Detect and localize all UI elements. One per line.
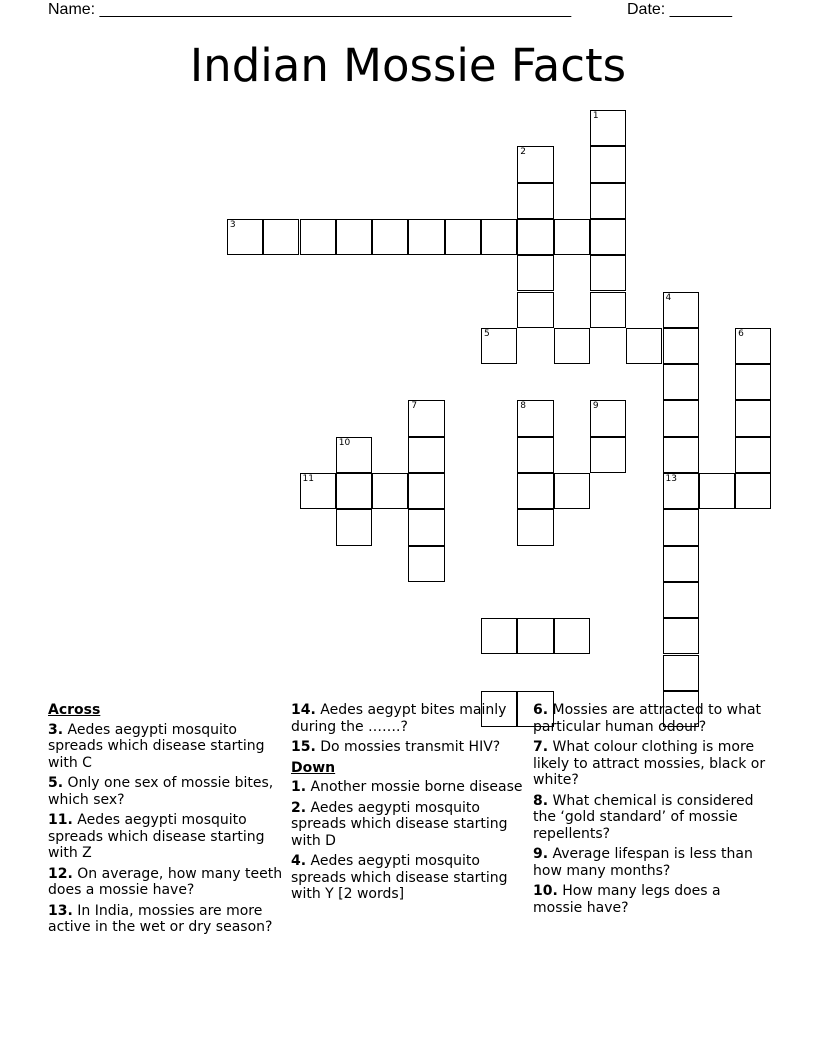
crossword-cell[interactable] <box>663 292 699 328</box>
clues-column-1 <box>48 702 284 940</box>
crossword-cell[interactable] <box>590 183 626 219</box>
cell-number: 7 <box>411 401 418 412</box>
crossword-cell[interactable] <box>663 546 699 582</box>
clue-across-5: 5. Only one sex of mossie bites, which sex? <box>48 775 274 808</box>
crossword-cell[interactable] <box>227 219 263 255</box>
crossword-cell[interactable] <box>735 473 771 509</box>
puzzle-title: Indian Mossie Facts <box>189 39 627 92</box>
crossword-cell[interactable] <box>408 219 444 255</box>
date-field-label[interactable]: Date: _______ <box>627 1 732 18</box>
cell-number: 10 <box>338 437 351 448</box>
clue-down-9: 9. Average lifespan is less than how many months? <box>533 846 753 879</box>
clue-down-10: 10. How many legs does a mossie have? <box>533 883 721 916</box>
crossword-cell[interactable] <box>663 582 699 618</box>
down-heading: Down <box>291 759 336 776</box>
crossword-cell[interactable] <box>699 473 735 509</box>
crossword-cell[interactable] <box>517 509 553 545</box>
crossword-cell[interactable] <box>481 219 517 255</box>
cell-number: 11 <box>302 474 314 484</box>
crossword-cell[interactable] <box>336 509 372 545</box>
crossword-cell[interactable] <box>300 473 336 509</box>
crossword-cell[interactable] <box>554 618 590 654</box>
across-heading: Across <box>48 702 101 718</box>
cell-number: 3 <box>229 219 236 230</box>
crossword-cell[interactable] <box>735 328 771 364</box>
crossword-cell[interactable] <box>300 219 336 255</box>
crossword-cell[interactable] <box>481 618 517 654</box>
crossword-cell[interactable] <box>517 146 553 182</box>
crossword-cell[interactable] <box>517 400 553 436</box>
crossword-cell[interactable] <box>408 400 444 436</box>
clue-across-15: 15. Do mossies transmit HIV? <box>291 739 501 755</box>
crossword-cell[interactable] <box>663 364 699 400</box>
cell-number: 13 <box>665 474 677 484</box>
crossword-cell[interactable] <box>517 437 553 473</box>
clue-across-11: 11. Aedes aegypti mosquito spreads which disease starting with Z <box>48 812 265 861</box>
crossword-cell[interactable] <box>517 183 553 219</box>
crossword-cell[interactable] <box>408 509 444 545</box>
clue-across-3: 3. Aedes aegypti mosquito spreads which disease starting with C <box>48 721 265 771</box>
clue-down-6: 6. Mossies are attracted to what particular human odour? <box>533 702 762 735</box>
clue-down-1: 1. Another mossie borne disease <box>291 779 523 795</box>
crossword-cell[interactable] <box>663 473 699 509</box>
name-field-label[interactable]: Name: _____________________________________________________ <box>48 1 572 18</box>
crossword-cell[interactable] <box>445 219 481 255</box>
clue-across-14: 14. Aedes aegypt bites mainly during the …….? <box>291 702 507 735</box>
crossword-cell[interactable] <box>263 219 299 255</box>
clue-down-4: 4. Aedes aegypti mosquito spreads which disease starting with Y [2 words] <box>291 853 508 902</box>
crossword-cell[interactable] <box>663 618 699 654</box>
crossword-cell[interactable] <box>336 437 372 473</box>
clue-across-12: 12. On average, how many teeth does a mossie have? <box>48 865 283 898</box>
clue-down-8: 8. What chemical is considered the ‘gold standard’ of mossie repellents? <box>533 792 754 842</box>
crossword-cell[interactable] <box>554 328 590 364</box>
clue-down-2: 2. Aedes aegypti mosquito spreads which disease starting with D <box>291 799 508 849</box>
crossword-cell[interactable] <box>590 146 626 182</box>
crossword-cell[interactable] <box>590 400 626 436</box>
crossword-cell[interactable] <box>590 292 626 328</box>
crossword-cell[interactable] <box>408 437 444 473</box>
crossword-cell[interactable] <box>336 219 372 255</box>
crossword-cell[interactable] <box>735 364 771 400</box>
crossword-cell[interactable] <box>481 328 517 364</box>
crossword-cell[interactable] <box>517 255 553 291</box>
cell-number: 4 <box>665 292 672 303</box>
crossword-cell[interactable] <box>663 328 699 364</box>
cell-number: 6 <box>738 328 744 339</box>
crossword-cell[interactable] <box>372 473 408 509</box>
cell-number: 8 <box>520 401 527 412</box>
crossword-cell[interactable] <box>590 255 626 291</box>
crossword-cell[interactable] <box>554 219 590 255</box>
crossword-cell[interactable] <box>735 400 771 436</box>
crossword-cell[interactable] <box>735 437 771 473</box>
cell-number: 2 <box>520 147 527 158</box>
clues-column-3 <box>533 702 769 920</box>
crossword-cell[interactable] <box>554 473 590 509</box>
crossword-cell[interactable] <box>663 655 699 691</box>
cell-number: 9 <box>592 401 599 412</box>
clue-across-13: 13. In India, mossies are more active in the wet or dry season? <box>48 902 273 935</box>
crossword-cell[interactable] <box>663 437 699 473</box>
crossword-cell[interactable] <box>626 328 662 364</box>
crossword-cell[interactable] <box>590 437 626 473</box>
cell-number: 5 <box>484 328 490 339</box>
crossword-cell[interactable] <box>408 546 444 582</box>
crossword-cell[interactable] <box>517 219 553 255</box>
crossword-cell[interactable] <box>517 473 553 509</box>
clue-down-7: 7. What colour clothing is more likely to attract mossies, black or white? <box>533 739 766 788</box>
crossword-cell[interactable] <box>663 509 699 545</box>
crossword-cell[interactable] <box>517 292 553 328</box>
crossword-cell[interactable] <box>408 473 444 509</box>
clues-column-2 <box>291 702 527 907</box>
crossword-cell[interactable] <box>663 400 699 436</box>
crossword-cell[interactable] <box>372 219 408 255</box>
crossword-cell[interactable] <box>590 219 626 255</box>
crossword-cell[interactable] <box>517 618 553 654</box>
cell-number: 1 <box>592 111 599 121</box>
crossword-cell[interactable] <box>336 473 372 509</box>
crossword-cell[interactable] <box>590 110 626 146</box>
